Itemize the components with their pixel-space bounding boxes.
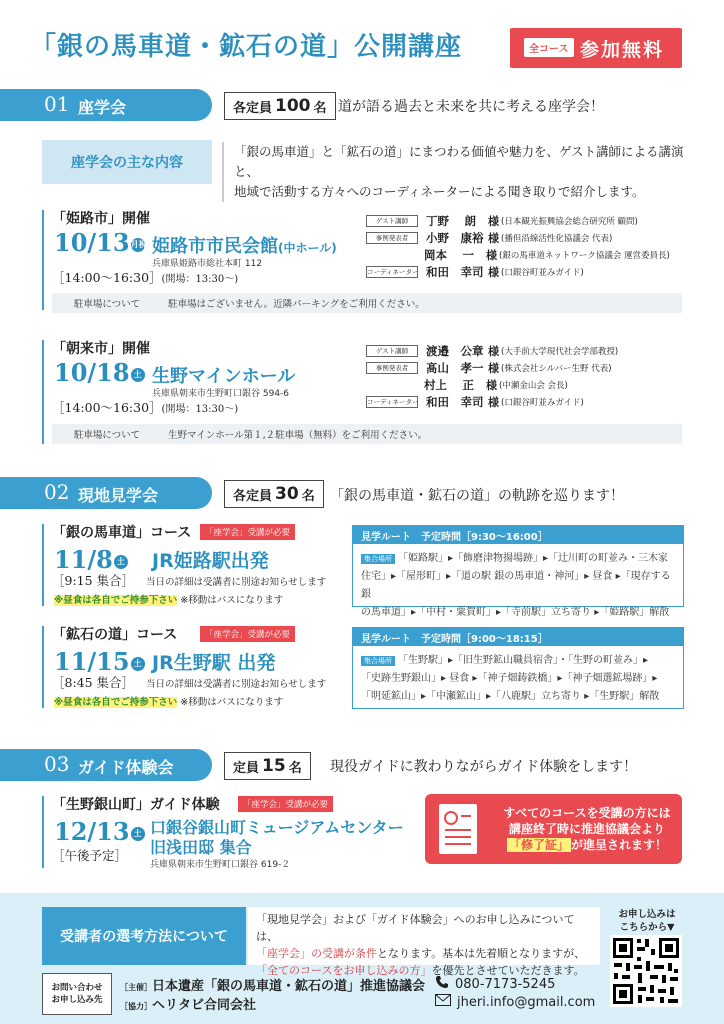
guest-row	[366, 342, 618, 359]
guest-row	[366, 393, 618, 410]
section-lead: 現役ガイドに教わりながらガイド体験をします！	[330, 759, 638, 775]
section-name: 座学会	[78, 98, 127, 117]
venue-name: 生野マインホール	[152, 366, 296, 387]
date-text: 10/18	[54, 358, 130, 387]
venue-meeting: 旧浅田邸 集合	[150, 838, 252, 857]
event-divider	[42, 796, 44, 868]
event-divider	[42, 524, 44, 606]
guest-row	[366, 376, 618, 393]
role-tag: コーディネーター	[367, 267, 419, 276]
section-name: 現地見学会	[78, 486, 159, 505]
guest-row	[366, 229, 670, 246]
guest-name: 岡本 一	[424, 247, 475, 262]
day-of-week-badge: 土	[131, 657, 145, 671]
date-text: 12/13	[54, 817, 130, 846]
route-line: 「明延鉱山」▸「中瀬鉱山」▸「八鹿駅」立ち寄り ▸「生野駅」解散	[361, 691, 660, 702]
phone-number: 080-7173-5245	[455, 976, 556, 992]
capacity-box	[224, 752, 311, 780]
section-1-header	[0, 89, 212, 121]
day-of-week-badge: 月祝	[131, 238, 145, 252]
section-number: 01	[44, 92, 70, 116]
event-heading: 「姫路市」開催	[52, 211, 150, 227]
route-header	[353, 526, 683, 544]
date-text: 11/8	[54, 545, 113, 574]
lunch-note	[54, 694, 283, 708]
event-date	[54, 358, 145, 387]
selection-description	[248, 907, 600, 977]
email-address: jheri.info@gmail.com	[457, 994, 596, 1010]
capacity-unit: 名	[313, 100, 327, 116]
meeting-time: ［8:45 集合］	[52, 675, 135, 690]
selection-label: 受講者の選考方法について	[42, 907, 246, 965]
venue-name: 口銀谷銀山町ミュージアムセンター	[150, 818, 404, 837]
route-box	[352, 627, 684, 709]
certificate-highlight: 「修了証」	[508, 838, 569, 852]
parking-info	[52, 293, 682, 313]
venue-text: 姫路市市民会館	[152, 236, 278, 257]
section-lead: 「銀の馬車道・鉱石の道」の軌跡を巡ります！	[330, 488, 624, 504]
detail-note: 当日の詳細は受講者に別途お知らせします	[146, 577, 327, 588]
selection-highlight: 「全てのコースをお申し込みの方」	[256, 964, 432, 977]
guest-affiliation: (口銀谷町並みガイド)	[501, 267, 584, 278]
guest-name: 髙山 孝一	[426, 360, 484, 375]
meeting-time: ［9:15 集合］	[52, 573, 135, 588]
phone-icon	[435, 975, 449, 993]
detail-note: 当日の詳細は受講者に別途お知らせします	[146, 679, 327, 690]
route-line: 「史跡生野銀山」▸ 昼食 ▸「神子畑鋳鉄橋」▸「神子畑選鉱場跡」▸	[361, 673, 658, 684]
capacity-number: 100	[275, 96, 311, 116]
guest-affiliation: (銀の馬車道ネットワーク協議会 運営委員長)	[499, 250, 670, 261]
guest-name: 村上 正	[424, 377, 475, 392]
event-divider	[42, 210, 44, 310]
route-line: 住宅」▸「屋形町」▸「道の駅 銀の馬車道・神河」▸ 昼食 ▸「現存する銀	[361, 571, 671, 600]
selection-line	[256, 945, 592, 962]
apply-line: お申し込みは	[618, 909, 676, 920]
contact-label	[42, 973, 112, 1015]
cooperator-name: ヘリタビ合同会社	[152, 998, 257, 1013]
certificate-icon	[439, 804, 477, 854]
route-header	[353, 628, 683, 646]
bus-note: ※移動はバスになります	[180, 697, 284, 708]
event-date	[54, 228, 145, 257]
guest-name: 丁野 朗	[426, 213, 477, 228]
completion-message	[497, 805, 677, 853]
page-title: 「銀の馬車道・鉱石の道」公開講座	[30, 32, 463, 62]
venue-name	[152, 232, 337, 258]
route-body	[353, 544, 683, 628]
capacity-unit: 名	[288, 760, 302, 776]
guest-list	[366, 212, 670, 280]
content-description	[222, 142, 694, 202]
parking-text: 生野マインホール第１,２駐車場（無料）をご利用ください。	[168, 430, 428, 441]
capacity-unit: 名	[301, 488, 315, 504]
route-text: 「生野駅」▸「旧生野鉱山職員宿舎」・「生野の町並み」▸	[398, 655, 649, 666]
route-time: 予定時間［9:00〜18:15］	[421, 633, 548, 645]
mail-icon	[435, 994, 451, 1010]
guest-row	[366, 359, 618, 376]
requirement-tag: 「座学会」受講が必要	[200, 626, 295, 642]
role-tag: ゲスト講師	[366, 215, 418, 227]
event-time	[52, 398, 238, 416]
cooperator-tag: ［協力］	[120, 1002, 152, 1011]
day-of-week-badge: 土	[131, 827, 145, 841]
section-name: ガイド体験会	[78, 758, 174, 777]
capacity-number: 15	[262, 756, 286, 776]
selection-line: 「現地見学会」および「ガイド体験会」へのお申し込みについては、	[256, 913, 575, 943]
section-number: 03	[44, 752, 70, 776]
event-date	[54, 817, 145, 846]
venue-subtext: (中ホール)	[278, 241, 337, 255]
departure: JR生野駅 出発	[152, 652, 276, 674]
section-number: 02	[44, 480, 70, 504]
parking-text: 駐車場はございません。近隣パーキングをご利用ください。	[168, 299, 425, 310]
route-body	[353, 646, 683, 712]
selection-highlight: 「座学会」の受講が条件	[256, 947, 377, 960]
honorific: 様	[486, 378, 497, 392]
capacity-prefix: 各定員	[233, 488, 273, 504]
guest-affiliation: (播但沿線活性化協議会 代表)	[501, 233, 613, 244]
all-course-tag: 全コース	[524, 38, 574, 57]
free-text: 参加無料	[580, 39, 665, 61]
lunch-highlight: ※昼食は各自でご持参下さい	[54, 595, 178, 606]
route-text: 「姫路駅」▸「飾磨津物揚場跡」▸「辻川町の町並み・三木家	[398, 553, 669, 564]
requirement-tag: 「座学会」受講が必要	[200, 524, 295, 540]
qr-code-icon[interactable]	[610, 935, 682, 1007]
guest-affiliation: (日本観光振興協会総合研究所 顧問)	[501, 216, 638, 227]
message-line: すべてのコースを受講の方には	[503, 806, 671, 820]
content-line: 地域で活動する方々へのコーディネーターによる聞き取りで紹介します。	[234, 184, 645, 199]
route-time: 予定時間［9:30〜16:00］	[421, 531, 548, 543]
guest-name: 小野 康裕	[426, 230, 484, 245]
capacity-box	[224, 480, 324, 508]
day-of-week-badge: 土	[114, 555, 128, 569]
venue-address: 兵庫県姫路市総社本町 112	[152, 259, 263, 269]
role-tag: コーディネーター	[367, 397, 419, 406]
event-time	[52, 268, 238, 286]
completion-notice	[425, 794, 682, 864]
departure: JR姫路駅出発	[152, 550, 269, 572]
day-of-week-badge: 土	[131, 368, 145, 382]
contact-label-line: お問い合わせ	[51, 983, 103, 993]
parking-label: 駐車場について	[73, 299, 141, 310]
apply-line: こちらから▼	[619, 922, 675, 933]
guest-name: 和田 幸司	[426, 264, 484, 279]
organizer-tag: ［主催］	[120, 983, 152, 992]
message-text: が進呈されます！	[571, 838, 668, 852]
capacity-prefix: 各定員	[233, 100, 273, 116]
course-heading: 「銀の馬車道」コース	[52, 525, 192, 541]
role-tag: ゲスト講師	[366, 345, 418, 357]
section-2-header	[0, 477, 212, 509]
date-text: 11/15	[54, 647, 130, 676]
honorific: 様	[488, 231, 499, 245]
guest-name: 和田 幸司	[426, 394, 484, 409]
event-divider	[42, 340, 44, 444]
guest-name: 渡邉 公章	[426, 343, 484, 358]
route-line	[361, 652, 675, 670]
capacity-number: 30	[275, 484, 299, 504]
event-heading: 「朝来市」開催	[52, 341, 150, 357]
honorific: 様	[488, 265, 499, 279]
lunch-highlight: ※昼食は各自でご持参下さい	[54, 697, 178, 708]
guest-row	[366, 263, 670, 280]
message-line: 講座終了時に推進協議会より	[508, 822, 665, 836]
message-line	[497, 837, 677, 853]
course-date	[54, 647, 145, 676]
parking-label: 駐車場について	[73, 430, 141, 441]
section-3-header	[0, 749, 212, 781]
route-label: 見学ルート	[361, 633, 411, 645]
route-label: 見学ルート	[361, 531, 411, 543]
requirement-tag: 「座学会」受講が必要	[238, 796, 333, 812]
role-tag: 事例発表者	[366, 362, 418, 374]
event-divider	[42, 626, 44, 708]
open-time: (開場：13:30〜)	[161, 404, 239, 415]
capacity-box	[224, 92, 336, 120]
time-text: ［14:00〜16:30］	[52, 400, 162, 415]
date-text: 10/13	[54, 228, 130, 257]
open-time: (開場：13:30〜)	[161, 274, 239, 285]
venue-address: 兵庫県朝来市生野町口銀谷 619-２	[150, 860, 291, 870]
honorific: 様	[486, 248, 497, 262]
parking-info	[52, 424, 682, 444]
organizer-name: 日本遺産「銀の馬車道・鉱石の道」推進協議会	[152, 979, 426, 994]
meeting-point-tag: 集合場所	[361, 554, 395, 564]
route-line: の馬車道」▸「中村・粟賀町」▸「寺前駅」立ち寄り ▸「姫路駅」解散	[361, 607, 670, 618]
organizer	[120, 975, 425, 994]
route-box	[352, 525, 684, 618]
guest-list	[366, 342, 618, 410]
time-text: ［14:00〜16:30］	[52, 270, 162, 285]
honorific: 様	[488, 361, 499, 375]
email-contact[interactable]	[435, 994, 595, 1010]
venue-address: 兵庫県朝来市生野町口銀谷 594-6	[152, 389, 290, 399]
guest-affiliation: (大手前大学現代社会学部教授)	[501, 346, 619, 357]
honorific: 様	[488, 395, 499, 409]
guest-row	[366, 212, 670, 229]
course-date	[54, 545, 128, 574]
honorific: 様	[488, 214, 499, 228]
capacity-prefix: 定員	[233, 760, 260, 776]
selection-text: となります。基本は先着順となりますが、	[377, 947, 586, 960]
meeting-point-tag: 集合場所	[361, 656, 395, 666]
content-line: 「銀の馬車道」と「鉱石の道」にまつわる価値や魅力を、ゲスト講師による講演と、	[234, 144, 684, 179]
free-badge	[510, 28, 682, 68]
honorific: 様	[488, 344, 499, 358]
cooperator	[120, 994, 256, 1013]
section-lead: 道が語る過去と未来を共に考える座学会！	[338, 99, 604, 115]
guest-row	[366, 246, 670, 263]
bus-note: ※移動はバスになります	[180, 595, 284, 606]
role-tag: 事例発表者	[366, 232, 418, 244]
contact-label-line: お申し込み先	[51, 995, 103, 1005]
event-heading: 「生野銀山町」ガイド体験	[52, 797, 220, 813]
selection-text: を優先とさせていただきます。	[431, 964, 585, 977]
apply-label	[612, 908, 682, 934]
lunch-note	[54, 592, 283, 606]
event-time: ［午後予定］	[52, 848, 128, 863]
phone-contact[interactable]	[435, 975, 555, 993]
content-label: 座学会の主な内容	[42, 140, 212, 184]
guest-affiliation: (株式会社シルバー生野 代表)	[501, 363, 612, 374]
guest-affiliation: (口銀谷町並みガイド)	[501, 397, 584, 408]
route-line	[361, 550, 675, 568]
guest-affiliation: (中瀬金山会 会長)	[499, 380, 568, 391]
course-heading: 「鉱石の道」コース	[52, 627, 178, 643]
